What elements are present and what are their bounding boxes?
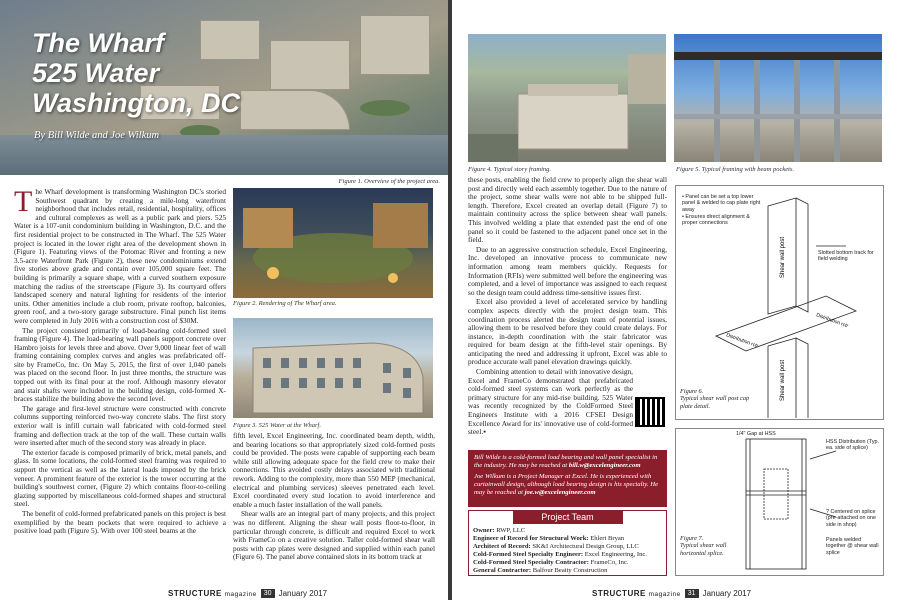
paragraph: these posts, enabling the field crew to properly align the shear wall post and directly weld each assembly together. Due to the nature of the project, some shear walls were not able to be shipped full-length. Therefore, Excel created an overlap detail (Figure 7) to maintain continuity across the splice between shear wall panels. This involved welding a plate that extended past the end of one panel so it could be fastened to the adjacent panel once set in the field. — [468, 176, 667, 245]
steel-stud — [834, 60, 840, 162]
paragraph: Combining attention to detail with innovative design, Excel and FrameCo demonstrated that prefabricated cold-formed steel systems can work perfectly as the primary structure for any mid-rise building. 525 Water was recently recognized by the ColdFormed Steel Engineers Institute with a 2016 CFSEI Design Excellence Award for its' innovative use of cold-formed steel.▪ — [468, 367, 633, 437]
figure-2-rendering — [233, 188, 433, 298]
team-role: Owner: — [473, 527, 495, 534]
hero-building — [360, 15, 430, 75]
left-page-footer — [168, 589, 327, 598]
render-light — [267, 267, 279, 279]
team-member: RWP, LLC — [496, 527, 526, 534]
magazine-wordmark: STRUCTURE — [168, 589, 222, 598]
team-role: Engineer of Record for Structural Work: — [473, 535, 589, 542]
left-column-1 — [14, 188, 226, 580]
right-page-footer — [592, 589, 751, 598]
team-member: Ehlert Bryan — [590, 535, 625, 542]
byline: By Bill Wilde and Joe Wilkum — [34, 130, 160, 141]
left-page — [0, 0, 448, 600]
team-row — [473, 567, 662, 575]
rendering-graphic — [233, 188, 433, 298]
fig7-caption-text: Typical shear wall horizontal splice. — [680, 542, 727, 557]
lower-shear-post-side — [796, 338, 808, 418]
label-post-top: Shear wall post — [780, 236, 786, 278]
page-number: 30 — [261, 589, 275, 598]
figure-6-caption — [680, 388, 760, 410]
team-member: FrameCo, Inc. — [590, 559, 629, 566]
issue-date: January 2017 — [278, 589, 328, 598]
figure-3-caption: Figure 3. 525 Water at the Wharf. — [233, 422, 321, 429]
team-row — [473, 527, 662, 535]
magazine-suffix: magazine — [224, 591, 257, 598]
upper-shear-post-side — [796, 198, 808, 312]
steel-stud — [754, 60, 760, 162]
label-distribution-1: Distribution rctr — [725, 332, 759, 350]
project-team-title: Project Team — [513, 510, 623, 524]
hero-building — [240, 90, 350, 130]
team-row — [473, 543, 662, 551]
figure-6-detail — [675, 185, 884, 420]
team-role: Architect of Record: — [473, 543, 531, 550]
hero-photo — [0, 0, 448, 175]
figure-4-photo — [468, 34, 666, 162]
figure-4-caption: Figure 4. Typical story framing. — [468, 166, 552, 173]
project-team-box — [468, 510, 667, 576]
shear-wall-panel — [746, 439, 806, 569]
team-member: Balfour Beatty Construction — [532, 567, 608, 574]
label-distribution-2: Distribution rctr — [815, 312, 849, 330]
bio-joe — [474, 473, 661, 497]
paragraph-text: he Wharf development is transforming Washington DC's storied Southwest quadrant by creating a mile-long waterfront neighborhood that includes retail, residential, hospitality, offices and cultural complexes as well as a public park and piers. 525 Water is a 107-unit condominium building in Washington, D.C. and the first residential project to be constructed in The Wharf. The 525 Water project is located in the lower right area of the development shown in (Figure 1). Featuring views of the Potomac River and fronting a new 3.5-acre Waterfront Park (Figure 2), these new condominiums extend five stories above grade and contain over 105,000 square feet. The building is primarily a square shape, with a curved southern exposure matching the radius of the streetscape (Figure 3). Its courtyard offers landscaped scenery and natural lighting for residents of the interior units. Other amenities include a club room, private rooftop, balconies, green roof, and a two-story garage substructure. Final punch list items were completed in July 2016 with a construction cost of $30M. — [14, 188, 226, 325]
render-building — [373, 203, 428, 248]
upper-story-framing — [528, 84, 618, 96]
magazine-suffix: magazine — [648, 591, 681, 598]
hss-plate — [764, 469, 788, 519]
team-role: General Contractor: — [473, 567, 532, 574]
steel-track — [674, 114, 882, 119]
paragraph: The project consisted primarily of load-bearing cold-formed steel framing (Figure 4). The load-bearing wall panels support concrete over Hambro joists for levels three and above. Over 9,000 linear feet of wall framing containing complex curves and angles was prefabricated off-site by FrameCo, Inc. On May 5, 2015, the first of over 1,040 panels was placed on the second floor. In just three months, the structure was topped out with its final pour at the roof. Although masonry elevator and stair shafts were included in the building design, cold-formed X-braces stabilize the building above the second level. — [14, 325, 226, 404]
fig7-welded-note: Panels welded together @ shear wall splice — [826, 537, 879, 556]
figure-3-photo — [233, 318, 433, 418]
adjacent-building — [628, 54, 666, 104]
fig7-centered-note: ? Centered on splice (pre-attached on one side in shop) — [826, 509, 877, 528]
team-row — [473, 551, 662, 559]
hero-tree — [360, 100, 410, 116]
fig6-caption-text: Typical shear wall post cap plate detail. — [680, 395, 750, 410]
paragraph — [14, 188, 226, 326]
paragraph: Due to an aggressive construction schedule, Excel Engineering, Inc. developed an innovative process to communicate new information among team members quickly. Requests for Information (RFIs) were submitted well before the engineering was completed, and a level of importance was assigned to each request so the design team could address time-sensitive issues first. — [468, 244, 667, 297]
paragraph: The garage and first-level structure were constructed with concrete columns supporting reinforced two-way concrete slabs. The first story exterior wall is infill curtain wall fabricated with cold-formed steel framing and deflection track at the top of the wall. These curtain walls were inserted after much of the second story was already in place. — [14, 403, 226, 448]
leader-line — [810, 451, 836, 459]
left-column-2 — [233, 432, 435, 582]
team-role: Cold-Formed Steel Specialty Contractor: — [473, 559, 589, 566]
paragraph: Shear walls are an integral part of many projects, and this project was no different. Aligning the shear wall posts floor-to-floor, in particular through concrete, is difficult and required Excel to work with FrameCo on a creative solution. Taller cold-formed shear wall posts with cap plates were designed and supplied within each panel (Figure 6). The panel above contained slots in its bottom track at — [233, 509, 435, 562]
paragraph: The exterior facade is composed primarily of brick, metal panels, and glass. In some locations, the cold-formed steel framing was required to support the vertical as well as the lateral loads imposed by the brick veneer. A prominent feature of the exterior is the tower occurring at the building's southwest corner, (Figure 2) which contains floor-to-ceiling glazing supported by miscellaneous cold-formed shapes and structural steel. — [14, 447, 226, 509]
fig6-note-3: Slotted bottom track for field welding — [818, 250, 874, 263]
team-row — [473, 535, 662, 543]
fig7-hss-note: HSS Distribution (Typ. ea. side of splice) — [826, 439, 880, 452]
framed-building — [518, 94, 628, 149]
beam-pocket-graphic — [674, 34, 882, 162]
team-member: SK&I Architectural Design Group, LLC — [532, 543, 639, 550]
fig7-caption-num: Figure 7. — [680, 535, 704, 542]
email-link[interactable]: joe.w@excelengineer.com — [524, 489, 596, 496]
team-member: Excel Engineering, Inc. — [584, 551, 647, 558]
magazine-name — [168, 589, 257, 598]
figure-7-caption — [680, 535, 742, 557]
hero-water — [0, 135, 448, 175]
magazine-wordmark: STRUCTURE — [592, 589, 646, 598]
paragraph: The benefit of cold-formed prefabricated panels on this project is best exemplified by the beam pockets that were required to achieve a positive load path (Figure 5). With over 100 steel beams at the — [14, 508, 226, 536]
fig6-note-2: • Ensures direct alignment & proper connections — [682, 214, 750, 227]
render-building — [243, 208, 293, 248]
figure-1-caption: Figure 1. Overview of the project area. — [338, 178, 440, 185]
team-row — [473, 559, 662, 567]
fig6-caption-num: Figure 6. — [680, 388, 704, 395]
bio-text: Joe Wilkum is a Project Manager at Excel. He is experienced with curtainwall design, although load bearing design is his specialty. He may be reached at — [474, 473, 659, 496]
author-bio — [468, 450, 667, 507]
title-line-3: Washington, DC — [32, 88, 240, 118]
article-title — [32, 28, 240, 118]
figure-2-caption: Figure 2. Rendering of The Wharf area. — [233, 300, 337, 307]
figure-5-caption: Figure 5. Typical framing with beam pockets. — [676, 166, 795, 173]
adjacent-site — [468, 134, 518, 162]
building-graphic — [233, 318, 433, 418]
paragraph: fifth level, Excel Engineering, Inc. coordinated beam depth, width, and bearing locations so that appropriately sized cold-formed posts could be provided. The posts were capable of supporting each beam while still allowing adequate space for the field crew to make their connections. This avoided costly delays associated with traditional rework. Adding to the complexity, more than 550 MEP (mechanical, electrical and plumbing services) sleeves penetrated each level. Excel coordinated every stud location to avoid interference and enable a much faster installation of the wall panels. — [233, 432, 435, 509]
steel-stud — [794, 60, 800, 162]
drop-cap: T — [14, 188, 33, 218]
title-line-1: The Wharf — [32, 28, 164, 58]
fig7-gap-note: 1/4" Gap at HSS — [736, 431, 776, 437]
figure-7-detail — [675, 428, 884, 576]
hero-building — [270, 40, 350, 90]
fig6-note-1: • Panel can be set a top lower panel & welded to cap plate right away — [682, 194, 761, 213]
figure-5-photo — [674, 34, 882, 162]
bio-text: Bill Wilde is a cold-formed load bearing and wall panel specialist in the industry. He may be reached at — [474, 454, 658, 469]
issue-date: January 2017 — [702, 589, 752, 598]
right-page — [452, 0, 900, 600]
steel-beam — [674, 52, 882, 60]
page-number: 31 — [685, 589, 699, 598]
qr-code[interactable] — [635, 397, 665, 427]
magazine-name — [592, 589, 681, 598]
steel-stud — [714, 60, 720, 162]
story-framing-graphic — [468, 34, 666, 162]
email-link[interactable]: bill.w@excelengineer.com — [568, 462, 641, 469]
bio-bill — [474, 454, 661, 470]
render-light — [388, 273, 398, 283]
label-post-bottom: Shear wall post — [780, 359, 786, 401]
team-role: Cold-Formed Steel Specialty Engineer: — [473, 551, 584, 558]
paragraph: Excel also provided a level of accelerated service by handling complex aspects directly with the project design team. This coordination process alerted the design team of potential issues, allowing them to be resolved before they could create delays. For instance, in-depth coordination with the stair fabricator was required for beam design at the fifth-level stair openings. By anticipating the need and addressing it upfront, Excel was able to produce accurate wall panel elevation drawings quickly. — [468, 297, 667, 367]
title-line-2: 525 Water — [32, 58, 160, 88]
